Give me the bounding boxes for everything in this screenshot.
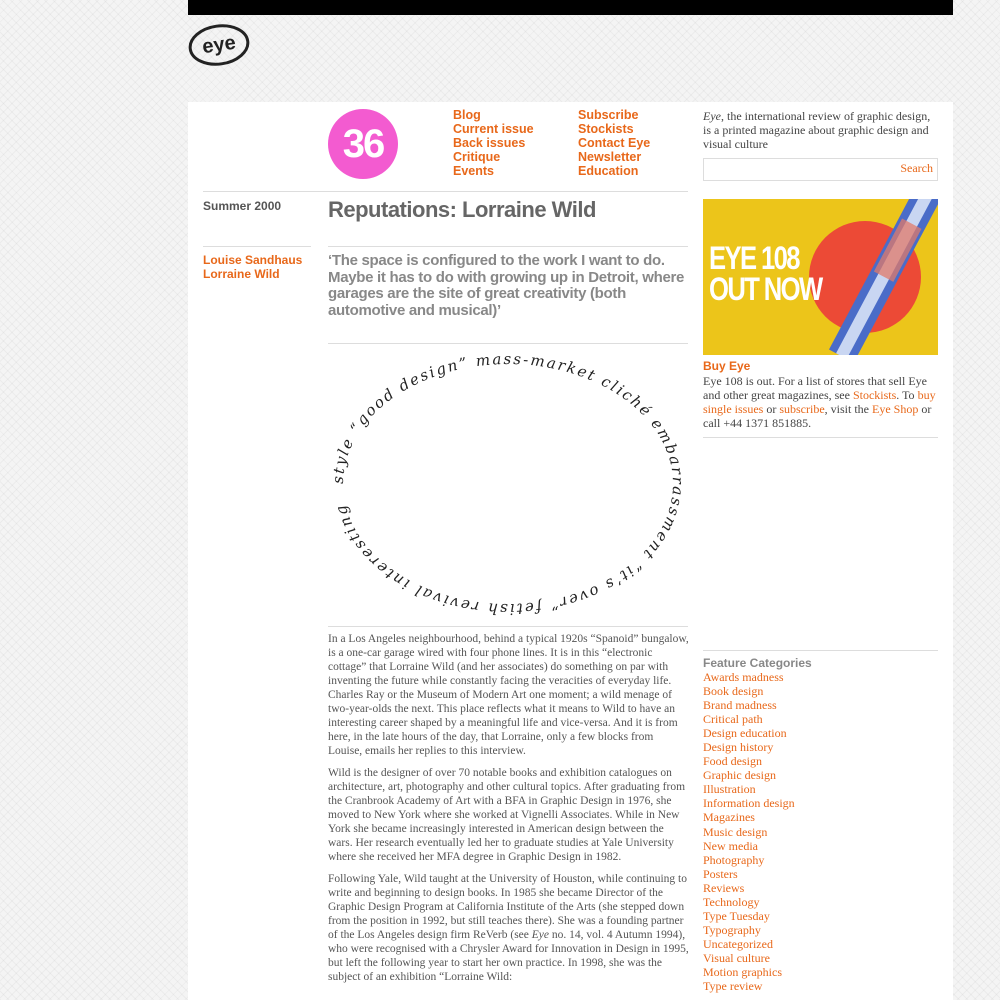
nav-subscribe[interactable]: Subscribe <box>578 108 639 122</box>
author-link[interactable]: Lorraine Wild <box>203 267 280 281</box>
nav-education[interactable]: Education <box>578 164 639 178</box>
paragraph: Following Yale, Wild taught at the University of Houston, while continuing to write and beginning to design books. In 1985 she became Director of the Graphic Design Program at California Institute of the Arts (she stepped down from the position in 1992, but still teaches there). She was a founding partner of the Los Angeles design firm ReVerb (see Eye no. 14, vol. 4 Autumn 1994), who were recognised with a Chrysler Award for Innovation in Design in 1995, but left the following year to start her own practice. In 1998, she was the subject of an exhibition “Lorraine Wild: <box>328 873 689 983</box>
article-figure <box>328 352 688 617</box>
buy-issues-link[interactable]: buy single issues <box>703 388 936 416</box>
category-link[interactable]: Food design <box>703 754 763 769</box>
category-link[interactable]: Uncategorized <box>703 936 773 951</box>
divider <box>703 650 938 651</box>
ad-line: EYE 108 <box>709 240 799 276</box>
category-link[interactable]: Critical path <box>703 712 763 727</box>
nav-secondary <box>578 108 650 178</box>
buy-eye-text: Eye 108 is out. For a list of stores that sell Eye and other great magazines, see Stockists. To buy single issues or subscribe, visit the Eye Shop or call +44 1371 851885. <box>703 374 936 430</box>
category-link[interactable]: Magazines <box>703 810 755 825</box>
site-tagline <box>703 109 938 151</box>
nav-critique[interactable]: Critique <box>453 150 501 164</box>
category-link[interactable]: Typography <box>703 922 761 937</box>
category-link[interactable]: Photography <box>703 852 765 867</box>
divider <box>703 437 938 438</box>
nav-contact[interactable]: Contact Eye <box>578 136 651 150</box>
category-link[interactable]: Posters <box>703 866 738 881</box>
figure-ring-path: style “good design” mass-market cliché embarrassment “it’s over” fetish revival interesting <box>328 352 688 617</box>
stockists-link[interactable]: Stockists <box>852 388 897 402</box>
category-link[interactable]: Type review <box>703 979 763 994</box>
category-link[interactable]: Illustration <box>703 782 756 797</box>
category-link[interactable]: Visual culture <box>703 950 770 965</box>
nav-primary <box>453 108 534 178</box>
category-link[interactable]: Motion graphics <box>703 964 782 979</box>
categories-list <box>703 670 795 993</box>
category-link[interactable]: Graphic design <box>703 768 776 783</box>
category-link[interactable]: Technology <box>703 894 760 909</box>
tagline-text: , the international review of graphic design, is a printed magazine about graphic design and visual culture <box>703 109 931 151</box>
paragraph: In a Los Angeles neighbourhood, behind a typical 1920s “Spanoid” bungalow, is a one-car garage wired with four phone lines. It is in this “electronic cottage” that Lorraine Wild (and her associates) do something on par with inventing the future while constantly facing the veracities of everyday life. Charles Ray or the Museum of Modern Art one moment; a wild menage of two-year-olds the next. This place reflects what it means to Wild to have an interesting career shaped by a meaningful life and vice-versa. And it is from here, in the late hours of the day, that Lorraine, only a few blocks from Louise, emails her replies to this interview. <box>328 633 689 757</box>
issue-badge[interactable] <box>328 109 398 179</box>
buy-eye-title[interactable]: Buy Eye <box>703 359 751 373</box>
page-container <box>188 102 953 1000</box>
eye-logo[interactable] <box>188 24 250 66</box>
issue-number: 36 <box>342 121 384 166</box>
category-link[interactable]: Information design <box>703 796 795 811</box>
nav-events[interactable]: Events <box>453 164 494 178</box>
nav-newsletter[interactable]: Newsletter <box>578 150 642 164</box>
divider <box>203 246 311 247</box>
tagline-mag-name: Eye <box>703 109 721 123</box>
nav-current-issue[interactable]: Current issue <box>453 122 534 136</box>
logo-text: eye <box>200 31 238 59</box>
nav-back-issues[interactable]: Back issues <box>453 136 526 150</box>
nav-blog[interactable]: Blog <box>453 108 481 122</box>
article-title: Reputations: Lorraine Wild <box>328 197 596 222</box>
category-link[interactable]: Design history <box>703 740 774 755</box>
article-date: Summer 2000 <box>203 199 282 213</box>
divider <box>328 343 688 344</box>
paragraph: Wild is the designer of over 70 notable books and exhibition catalogues on architecture, art, photography and other cultural topics. After graduating from the Cranbrook Academy of Art with a BFA in Graphic Design in 1976, she moved to New York where she worked at Vignelli Associates. While in New York she became increasingly interested in American design between the wars. Her research eventually led her to graduate studies at Yale University where she received her MFA degree in Graphic Design in 1982. <box>328 767 686 863</box>
category-link[interactable]: Music design <box>703 824 768 839</box>
category-link[interactable]: Design education <box>703 726 787 741</box>
category-link[interactable]: Type Tuesday <box>703 908 770 923</box>
eye-shop-link[interactable]: Eye Shop <box>872 402 919 416</box>
search-input[interactable] <box>704 159 892 178</box>
article-body <box>328 632 690 992</box>
subscribe-link[interactable]: subscribe <box>779 402 825 416</box>
divider <box>203 191 688 192</box>
eye-108-ad[interactable] <box>703 199 938 355</box>
search-box <box>703 158 938 181</box>
ad-headline <box>709 240 822 307</box>
divider <box>328 246 688 247</box>
category-link[interactable]: Brand madness <box>703 698 777 713</box>
ad-line: OUT NOW <box>709 271 822 307</box>
search-button[interactable]: Search <box>900 161 933 175</box>
divider <box>328 626 688 627</box>
top-bar <box>188 0 953 15</box>
category-link[interactable]: Reviews <box>703 880 745 895</box>
nav-stockists[interactable]: Stockists <box>578 122 634 136</box>
author-link[interactable]: Louise Sandhaus <box>203 253 303 267</box>
figure-ring-text <box>329 352 687 617</box>
category-link[interactable]: Book design <box>703 684 764 699</box>
categories-title: Feature Categories <box>703 656 812 670</box>
article-authors <box>203 253 302 281</box>
category-link[interactable]: Awards madness <box>703 670 784 684</box>
category-link[interactable]: New media <box>703 838 758 853</box>
pull-quote: ‘The space is configured to the work I want to do. Maybe it has to do with growing up in Detroit, where garages are the site of great creativity (both automotive and musical)’ <box>328 252 685 319</box>
